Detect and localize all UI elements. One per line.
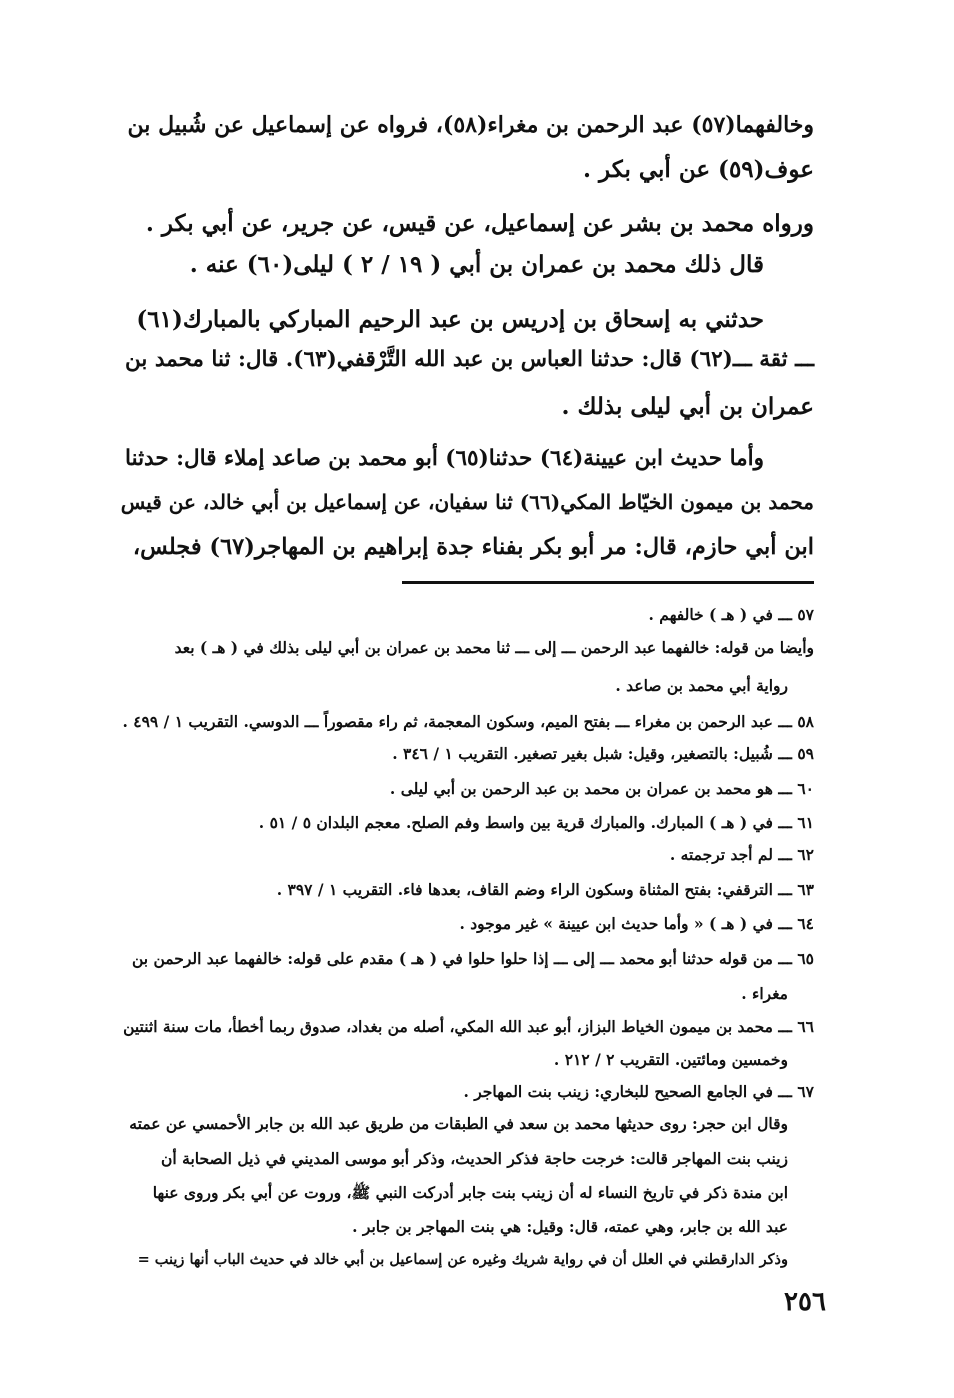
footnote-line: عبد الله بن جابر، وهي عمته، قال: وقيل: هي بنت المهاجر بن جابر .: [352, 1217, 788, 1236]
footnote-line: ٦٢ ـــ لم أجد ترجمته .: [669, 845, 814, 864]
body-line: وأما حديث ابن عيينة(٦٤) حدثنا(٦٥) أبو محمد بن صاعد إملاء قال: حدثنا: [125, 446, 764, 471]
footnote-line: مغراء .: [741, 984, 788, 1003]
footnote-line: وأيضا من قوله: خالفهما عبد الرحمن ـــ إلى ـــ ثنا محمد بن عمران بن أبي ليلى بذلك في ( هـ ) بعد: [174, 638, 814, 657]
body-line: قال ذلك محمد بن عمران بن أبي ( ١٩ / ٢ ) ليلى(٦٠) عنه .: [189, 251, 764, 278]
footnote-separator: [402, 581, 814, 584]
footnote-line: ٥٧ ـــ في ( هـ ) خالفهم .: [648, 605, 814, 624]
footnote-line: ٦٣ ـــ الترقفي: بفتح المثناة وسكون الراء وضم القاف، بعدها فاء. التقريب ١ / ٣٩٧ .: [276, 880, 814, 899]
body-line: عوف(٥٩) عن أبي بكر .: [583, 156, 814, 183]
footnote-line: وذكر الدارقطني في العلل أن في رواية شريك وغيره عن إسماعيل بن أبي خالد في حديث الباب أنها زينب =: [137, 1251, 788, 1268]
footnote-line: وخمسين ومائتين. التقريب ٢ / ٢١٢ .: [553, 1050, 788, 1069]
footnote-line: ٦٤ ـــ في ( هـ ) « وأما حديث ابن عيينة » غير موجود .: [459, 914, 814, 933]
footnote-line: زينب بنت المهاجر قالت: خرجت حاجة فذكر الحديث، وذكر أبو موسى المديني في ذيل الصحابة أن: [161, 1149, 788, 1168]
body-line: ورواه محمد بن بشر عن إسماعيل، عن قيس، عن جرير، عن أبي بكر .: [145, 210, 814, 237]
footnote-line: ٥٨ ـــ عبد الرحمن بن مغراء ـــ بفتح الميم، وسكون المعجمة، ثم راء مقصوراً ـــ الدوسي. التقريب ١ / ٤٩٩ .: [122, 712, 814, 731]
footnote-line: وقال ابن حجر: روى حديثها محمد بن سعد في الطبقات من طريق عبد الله بن جابر الأحمسي عن عمته: [129, 1114, 788, 1133]
body-line: ابن أبي حازم، قال: مر أبو بكر بفناء جدة إبراهيم بن المهاجر(٦٧) فجلس،: [132, 534, 814, 560]
page-number: ٢٥٦: [784, 1287, 826, 1317]
body-line: وخالفهما(٥٧) عبد الرحمن بن مغراء(٥٨)، فرواه عن إسماعيل عن شُبيل بن: [127, 112, 814, 138]
footnote-line: ٦٧ ـــ في الجامع الصحيح للبخاري: زينب بنت المهاجر .: [463, 1082, 814, 1101]
footnote-line: ٦٦ ـــ محمد بن ميمون الخياط البزاز، أبو عبد الله المكي، أصله من بغداد، صدوق ربما أخطأ، مات سنة اثنتين: [123, 1017, 814, 1036]
body-line: حدثني به إسحاق بن إدريس بن عبد الرحيم المباركي بالمبارك(٦١): [136, 306, 764, 333]
body-line: عمران بن أبي ليلى بذلك .: [561, 393, 814, 420]
footnote-line: ٦٠ ـــ هو محمد بن عمران بن محمد بن عبد الرحمن بن أبي ليلى .: [389, 779, 814, 798]
footnote-line: ٦٥ ـــ من قوله حدثنا أبو محمد ـــ إلى ـــ إذا حلوا حلوا في ( هـ ) مقدم على قوله: خالفهما عبد الرحمن بن: [131, 949, 814, 968]
footnote-line: ٦١ ـــ في ( هـ ) المبارك. والمبارك قرية بين واسط وفم الصلح. معجم البلدان ٥ / ٥١ .: [258, 813, 814, 832]
body-line: ـــ ثقة ـــ(٦٢) قال: حدثنا العباس بن عبد الله التَّرْقفي(٦٣). قال: ثنا محمد بن: [125, 347, 814, 372]
body-line: محمد بن ميمون الخيّاط المكي(٦٦) ثنا سفيان، عن إسماعيل بن أبي خالد، عن قيس: [120, 490, 814, 514]
footnote-line: ٥٩ ـــ شُبيل: بالتصغير، وقيل: شبل بغير تصغير. التقريب ١ / ٣٤٦ .: [392, 744, 814, 763]
footnote-line: رواية أبي محمد بن صاعد .: [615, 676, 788, 695]
footnote-line: ابن مندة ذكر في تاريخ النساء له أن زينب بنت جابر أدركت النبي ﷺ، وروت عن أبي بكر وروى عنها: [152, 1183, 788, 1202]
